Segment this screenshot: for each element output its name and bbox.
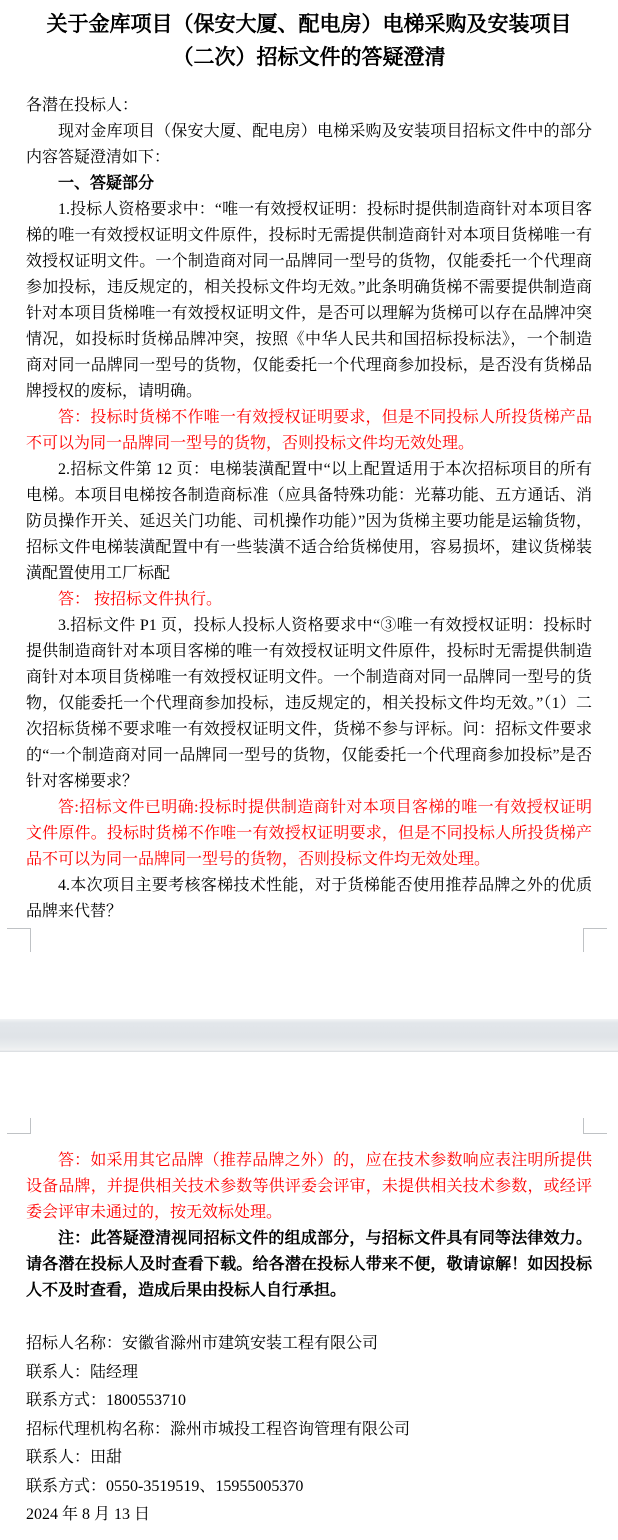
agency-contact-phone-line: 联系方式：0550-3519519、15955005370 [26, 1477, 304, 1495]
agency-name-line: 招标代理机构名称：滁州市城投工程咨询管理有限公司 [26, 1420, 411, 1438]
page-2 [0, 1052, 618, 1540]
answer-4: 答：如采用其它品牌（推荐品牌之外）的，应在技术参数响应表注明所提供设备品牌，并提供相关技术参数等供评委会评审，未提供相关技术参数，或经评委会评审未通过的，按无效标处理。 [26, 1152, 592, 1221]
document-date: 2024 年 8 月 13 日 [26, 1506, 151, 1523]
question-1: 1.投标人资格要求中：“唯一有效授权证明：投标时提供制造商针对本项目客梯的唯一有效授权证明文件原件，投标时无需提供制造商针对本项目货梯唯一有效授权证明文件。一个制造商对同一品牌同一型号的货物，仅能委托一个代理商参加投标，违反规定的，相关投标文件均无效。”此条明确货梯不需要提供制造商针对本项目货梯唯一有效授权证明文件，是否可以理解为货梯可以存在品牌冲突情况，如投标时货梯品牌冲突，按照《中华人民共和国招标投标法》，一个制造商对同一品牌同一型号的货物，仅能委托一个代理商参加投标，是否没有货梯品牌授权的废标，请明确。 [26, 201, 592, 400]
question-3: 3.招标文件 P1 页，投标人投标人资格要求中“③唯一有效授权证明：投标时提供制造商针对本项目客梯的唯一有效授权证明文件原件，投标时无需提供制造商针对本项目货梯唯一有效授权证明文件。一个制造商对同一品牌同一型号的货物，仅能委托一个代理商参加投标，违反规定的，相关投标文件均无效。”（1）二次招标货梯不要求唯一有效授权证明文件，货梯不参与评标。问：招标文件要求的“一个制造商对同一品牌同一型号的货物，仅能委托一个代理商参加投标”是否针对客梯要求？ [26, 617, 592, 790]
contact-block [26, 1330, 592, 1530]
note-paragraph: 注：此答疑澄清视同招标文件的组成部分，与招标文件具有同等法律效力。请各潜在投标人及时查看下载。给各潜在投标人带来不便，敬请谅解！如因投标人不及时查看，造成后果由投标人自行承担。 [26, 1230, 592, 1299]
question-2: 2.招标文件第 12 页：电梯装潢配置中“以上配置适用于本次招标项目的所有电梯。本项目电梯按各制造商标准（应具备特殊功能：光幕功能、五方通话、消防员操作开关、延迟关门功能、司机操作功能）”因为货梯主要功能是运输货物，招标文件电梯装潢配置中有一些装潢不适合给货梯使用，容易损坏，建议货梯装潢配置使用工厂标配 [26, 461, 592, 582]
page-break-separator [0, 1019, 618, 1052]
intro-paragraph: 现对金库项目（保安大厦、配电房）电梯采购及安装项目招标文件中的部分内容答疑澄清如下： [26, 123, 592, 166]
section-heading: 一、答疑部分 [58, 175, 155, 192]
agency-contact-person-line: 联系人：田甜 [26, 1449, 123, 1466]
document-title: 关于金库项目（保安大厦、配电房）电梯采购及安装项目（二次）招标文件的答疑澄清 [46, 12, 572, 69]
page2-top-right-margin-mark [583, 1118, 607, 1134]
salutation: 各潜在投标人： [26, 97, 139, 114]
answer-1: 答：投标时货梯不作唯一有效授权证明要求，但是不同投标人所投货梯产品不可以为同一品牌同一型号的货物，否则投标文件均无效处理。 [26, 409, 592, 452]
tenderer-name-line: 招标人名称：安徽省滁州市建筑安装工程有限公司 [26, 1335, 379, 1352]
answer-3: 答:招标文件已明确:投标时提供制造商针对本项目客梯的唯一有效授权证明文件原件。投标时货梯不作唯一有效授权证明要求，但是不同投标人所投货梯产品不可以为同一品牌同一型号的货物，否则投标文件均无效处理。 [26, 799, 592, 868]
tenderer-contact-person-line: 联系人：陆经理 [26, 1363, 139, 1381]
answer-2: 答： 按招标文件执行。 [58, 591, 223, 608]
page1-bottom-left-margin-mark [7, 928, 31, 952]
question-4: 4.本次项目主要考核客梯技术性能，对于货梯能否使用推荐品牌之外的优质品牌来代替？ [26, 877, 592, 920]
page1-bottom-right-margin-mark [583, 928, 607, 952]
page2-top-left-margin-mark [7, 1118, 31, 1134]
tenderer-contact-phone-line: 联系方式：1800553710 [26, 1392, 187, 1409]
